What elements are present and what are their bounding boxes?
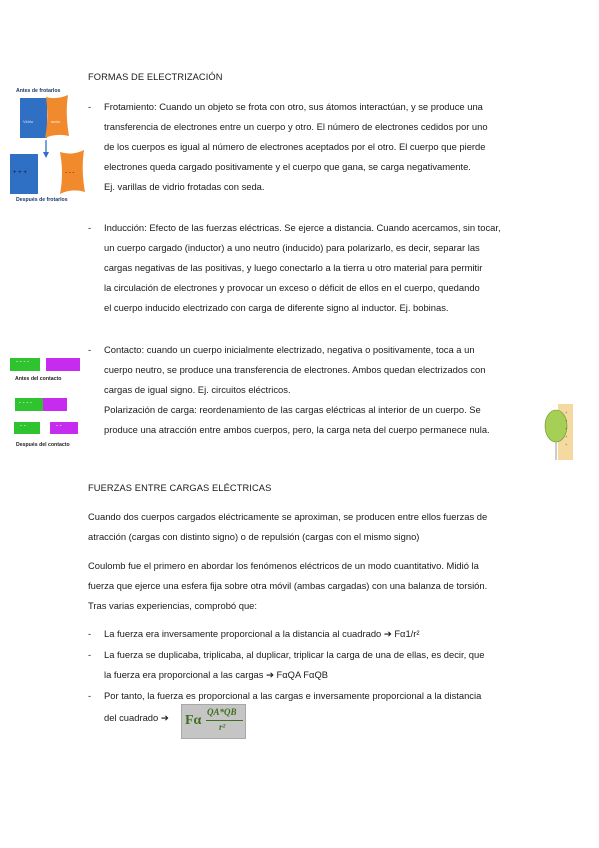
bullet-dash: - — [88, 344, 92, 355]
bullet-dash: - — [88, 628, 92, 639]
formula-denominator: r² — [219, 722, 226, 732]
friction-figure — [8, 88, 90, 208]
coulomb-bullet-line: Por tanto, la fuerza es proporcional a las cargas e inversamente proporcional a la distancia — [104, 690, 482, 701]
contact-figure-label-before: Antes del contacto — [15, 376, 62, 382]
magenta-body-touching — [43, 398, 67, 411]
polarization-line: Polarización de carga: reordenamiento de las cargas eléctricas al interior de un cuerpo. Se — [104, 404, 481, 415]
contact-line: cargas de igual signo. Ej. circuitos eléctricos. — [104, 384, 291, 395]
formula-numerator: QA*QB — [207, 707, 237, 717]
coulomb-bullet-line: La fuerza era inversamente proporcional a la distancia al cuadrado ➔ Fα1/r² — [104, 628, 420, 639]
contact-line: Contacto: cuando un cuerpo inicialmente electrizado, negativa o positivamente, toca a un — [104, 344, 475, 355]
paragraph-line: Cuando dos cuerpos cargados eléctricamente se aproximan, se producen entre ellos fuerzas de — [88, 511, 488, 522]
coulomb-formula — [181, 704, 246, 739]
plus-charges-label: + + + — [13, 170, 27, 176]
paragraph-line: atracción (cargas con distinto signo) o de repulsión (cargas con el mismo signo) — [88, 531, 420, 542]
silk-cloth-before — [45, 95, 69, 138]
bullet-dash: - — [88, 101, 92, 112]
bullet-dash: - — [88, 222, 92, 233]
glass-rod-small-label: Vidrio — [23, 119, 34, 124]
fraction-bar — [206, 720, 243, 721]
glass-rod-before — [20, 98, 47, 138]
svg-text:+: + — [565, 434, 568, 439]
coulomb-bullet-line: La fuerza se duplicaba, triplicaba, al duplicar, triplicar la carga de una de ellas, es decir, que — [104, 649, 485, 660]
svg-text:+: + — [565, 442, 568, 447]
silk-small-label: seda — [51, 119, 60, 124]
friction-line: Frotamiento: Cuando un objeto se frota con otro, sus átomos interactúan, y se produce una — [104, 101, 483, 112]
contact-figure — [10, 356, 82, 452]
svg-text:+: + — [565, 410, 568, 415]
paragraph-line: Tras varias experiencias, comprobó que: — [88, 600, 258, 611]
coulomb-bullet-line: del cuadrado ➔ — [104, 712, 169, 723]
minus-charges-label: - - — [56, 423, 62, 429]
induction-line: el cuerpo inducido electrizado con carga de diferente signo al inductor. Ej. bobinas. — [104, 302, 449, 313]
induction-line: cargas negativas de las positivas, y luego conectarlo a la tierra u otro material para permitir — [104, 262, 483, 273]
svg-text:+: + — [565, 426, 568, 431]
arrow-head-icon — [43, 152, 49, 158]
bullet-dash: - — [88, 690, 92, 701]
friction-line: electrones queda cargado positivamente y el cuerpo que gana, se carga negativamente. — [104, 161, 471, 172]
friction-figure-label-before: Antes de frotarlos — [16, 88, 61, 94]
magenta-body-after — [50, 422, 78, 434]
friction-line: Ej. varillas de vidrio frotadas con seda. — [104, 181, 265, 192]
section-title-forces: FUERZAS ENTRE CARGAS ELÉCTRICAS — [88, 483, 272, 493]
contact-figure-label-after: Después del contacto — [16, 442, 70, 448]
formula-lhs: Fα — [185, 713, 202, 728]
friction-line: de los cuerpos es igual al número de electrones aceptados por el otro. El cuerpo que pierde — [104, 141, 486, 152]
polarization-line: produce una atracción entre ambos cuerpos, pero, la carga neta del cuerpo permanece nula. — [104, 424, 490, 435]
magenta-body-before — [46, 358, 80, 371]
svg-text:+: + — [565, 418, 568, 423]
balloon-shape — [545, 410, 567, 442]
section-title-electrification: FORMAS DE ELECTRIZACIÓN — [88, 72, 223, 82]
induction-line: la circulación de electrones y provocar un exceso o déficit de ellos en el cuerpo, quedando — [104, 282, 480, 293]
friction-figure-drawing — [8, 88, 90, 208]
minus-charges-label: - - - — [65, 170, 75, 176]
induction-line: Inducción: Efecto de las fuerzas eléctricas. Se ejerce a distancia. Cuando acercamos, sin tocar, — [104, 222, 501, 233]
induction-line: un cuerpo cargado (inductor) a uno neutro (inducido) para polarizarlo, es decir, separar las — [104, 242, 480, 253]
paragraph-line: Coulomb fue el primero en abordar los fenómenos eléctricos de un modo cuantitativo. Midió la — [88, 560, 479, 571]
friction-line: transferencia de electrones entre un cuerpo y otro. El número de electrones cedidos por uno — [104, 121, 488, 132]
paragraph-line: fuerza que ejerce una esfera fija sobre otra móvil (ambas cargadas) con una balanza de torsión. — [88, 580, 488, 591]
balloon-polarization-figure — [544, 404, 574, 460]
coulomb-bullet-line: la fuerza era proporcional a las cargas ➔ FαQA FαQB — [104, 669, 328, 680]
minus-charges-label: - - — [20, 423, 26, 429]
bullet-dash: - — [88, 649, 92, 660]
contact-line: cuerpo neutro, se produce una transferencia de electrones. Ambos quedan electrizados con — [104, 364, 486, 375]
green-body-after — [14, 422, 40, 434]
minus-charges-label: - - - - — [16, 359, 29, 365]
friction-figure-label-after: Después de frotarlos — [16, 197, 68, 203]
minus-charges-label: - - - - — [19, 400, 32, 406]
